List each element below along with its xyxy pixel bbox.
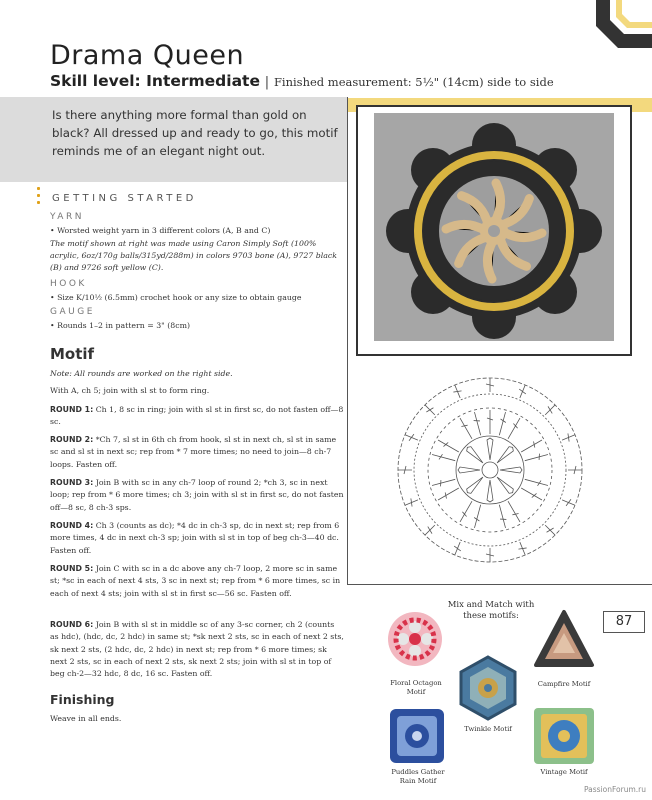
round-text: Ch 3 (counts as dc); *4 dc in ch-3 sp, dc in next st; rep from 6 more times, 4 dc in next ch-3 sp; join with sl st in top of beg ch-3—40 dc. Fasten off. [50, 521, 340, 555]
campfire-thumbnail [533, 609, 595, 669]
column-divider [347, 97, 348, 584]
motif-heading: Motif [50, 345, 95, 363]
finished-measurement: Finished measurement: 5½" (14cm) side to side [273, 75, 554, 89]
vintage-thumbnail [531, 705, 597, 767]
intro-text: Is there anything more formal than gold on black? All dressed up and ready to go, this motif reminds me of an elegant night out. [52, 108, 338, 158]
round-6 [50, 619, 345, 680]
twinkle-caption: Twinkle Motif [464, 725, 512, 733]
floral-octagon-thumbnail [385, 608, 445, 670]
vintage-caption: Vintage Motif [540, 768, 588, 776]
mix-and-match-title: Mix and Match with these motifs: [447, 600, 535, 621]
page-number: 87 [603, 611, 645, 633]
puddles-gather-rain-caption: Puddles Gather Rain Motif [391, 768, 445, 785]
round-label: ROUND 3: [50, 478, 94, 487]
motif-photo [374, 113, 614, 341]
twinkle-thumbnail [455, 655, 521, 721]
getting-started-heading: GETTING STARTED [52, 193, 197, 204]
yarn-item: • Worsted weight yarn in 3 different colors (A, B and C) [50, 226, 271, 235]
round-2 [50, 434, 345, 471]
round-3 [50, 477, 345, 514]
bottom-divider [347, 584, 652, 585]
yarn-heading: YARN [50, 212, 84, 222]
hook-heading: HOOK [50, 279, 87, 289]
campfire-caption: Campfire Motif [537, 680, 591, 688]
watermark: PassionForum.ru [583, 785, 646, 794]
stitch-diagram [390, 370, 590, 570]
round-text: Ch 1, 8 sc in ring; join with sl st in first sc, do not fasten off—8 sc. [50, 405, 344, 427]
finishing-text: Weave in all ends. [50, 714, 122, 723]
round-label: ROUND 4: [50, 521, 94, 530]
round-text: Join C with sc in a dc above any ch-7 loop, 2 more sc in same st; *sc in each of next 4 sts, 3 sc in next st; rep from * 6 more times, sc in each of next 4 sts; join with sl st in first sc—56 sc. Fasten off. [50, 564, 341, 598]
pattern-title: Drama Queen [50, 40, 245, 71]
floral-octagon-caption: Floral Octagon Motif [390, 679, 442, 696]
skill-line [50, 72, 554, 90]
finishing-heading: Finishing [50, 692, 115, 707]
round-label: ROUND 2: [50, 435, 94, 444]
round-label: ROUND 1: [50, 405, 94, 414]
yarn-note: The motif shown at right was made using Caron Simply Soft (100% acrylic, 6oz/170g balls/315yd/288m) in colors 9703 bone (A), 9727 black (B) and 9726 soft yellow (C). [50, 239, 337, 272]
puddles-gather-rain-thumbnail [387, 706, 447, 766]
round-label: ROUND 5: [50, 564, 94, 573]
motif-note: Note: All rounds are worked on the right side. [50, 369, 233, 378]
skill-level: Skill level: Intermediate [50, 72, 260, 90]
round-text: *Ch 7, sl st in 6th ch from hook, sl st in next ch, sl st in same sc and sl st in next sc; rep from * 7 more times; no need to join—8 ch-7 loops. Fasten off. [50, 435, 337, 469]
corner-ornament [592, 0, 652, 48]
gauge-item: • Rounds 1–2 in pattern = 3" (8cm) [50, 321, 191, 330]
round-4 [50, 520, 345, 557]
gauge-heading: GAUGE [50, 307, 95, 317]
round-text: Join B with sl st in middle sc of any 3-sc corner, ch 2 (counts as hdc), (hdc, dc, 2 hdc) in same st; *sk next 2 sts, sc in each of next 2 sts, sk next 2 sts, (2 hdc, dc, 2 hdc) in next st; rep from * 6 more times; sk next 2 sts, sc in each of next 2 sts, sk next 2 sts; join with sl st in top of beg ch-2—32 hdc, 8 dc, 16 sc. Fasten off. [50, 620, 344, 679]
round-label: ROUND 6: [50, 620, 94, 629]
round-5 [50, 563, 345, 600]
round-1 [50, 404, 345, 429]
bullet-dots [37, 187, 41, 208]
separator: | [264, 75, 270, 90]
motif-start: With A, ch 5; join with sl st to form ring. [50, 386, 210, 395]
round-text: Join B with sc in any ch-7 loop of round 2; *ch 3, sc in next loop; rep from * 6 more times; ch 3; join with sl st in first sc, do not fasten off—8 sc, 8 ch-3 sps. [50, 478, 344, 512]
hook-item: • Size K/10½ (6.5mm) crochet hook or any size to obtain gauge [50, 293, 302, 302]
